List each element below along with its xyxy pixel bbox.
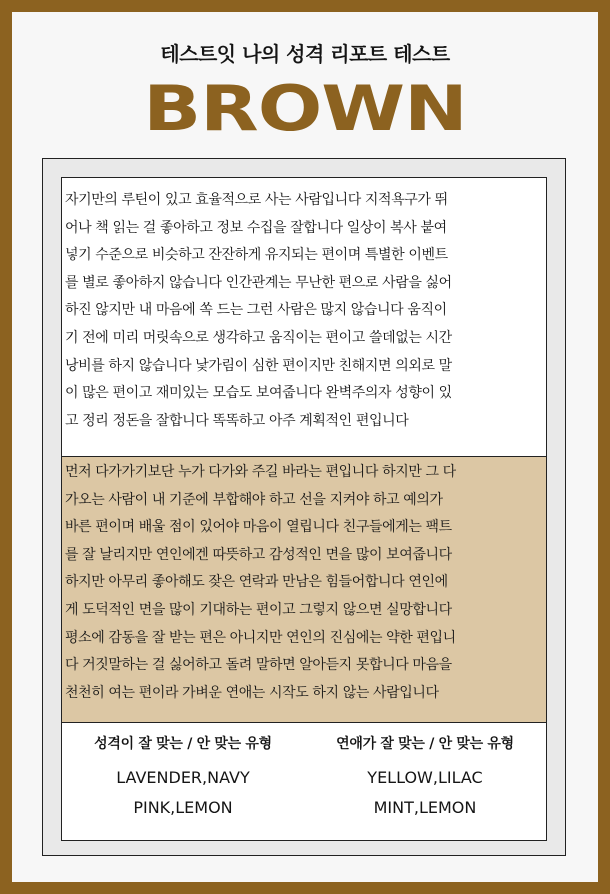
report-subtitle: 테스트잇 나의 성격 리포트 테스트 [160,42,450,66]
personality-bad-match: PINK,LEMON [133,798,233,817]
report-card [12,12,598,882]
personality-match-heading: 성격이 잘 맞는 / 안 맞는 유형 [94,736,272,752]
result-title: BROWN [143,71,467,145]
match-section [62,723,546,823]
personality-good-match: LAVENDER,NAVY [116,768,250,787]
romance-good-match: YELLOW,LILAC [367,768,483,787]
personality-match-column [62,733,304,823]
result-content [61,177,547,841]
personality-description: 자기만의 루틴이 있고 효율적으로 사는 사람입니다 지적욕구가 뛰 어나 책 읽는 걸 좋아하고 정보 수집을 잘합니다 일상이 복사 붙여 넣기 수준으로 비슷하고 잔잔하게 유지되는 편이며 특별한 이벤트 를 별로 좋아하지 않습니다 인간관계는 무난한 편으로 사람을 싫어 하진 않지만 내 마음에 쏙 드는 그런 사람은 많지 않습니다 움직이 기 전에 미리 머릿속으로 생각하고 움직이는 편이고 쓸데없는 시간 낭비를 하지 않습니다 낯가림이 심한 편이지만 친해지면 의외로 말 이 많은 편이고 재미있는 모습도 보여줍니다 완벽주의자 성향이 있 고 정리 정돈을 잘합니다 똑똑하고 아주 계획적인 편입니다 [62,178,546,456]
romance-match-heading: 연애가 잘 맞는 / 안 맞는 유형 [336,736,514,752]
romance-match-column [304,733,546,823]
romance-description: 먼저 다가가기보단 누가 다가와 주길 바라는 편입니다 하지만 그 다 가오는 사람이 내 기준에 부합해야 하고 선을 지켜야 하고 예의가 바른 편이며 배울 점이 있어야 마음이 열립니다 친구들에게는 팩트 를 잘 날리지만 연인에겐 따뜻하고 감성적인 면을 많이 보여줍니다 하지만 아무리 좋아해도 잦은 연락과 만남은 힘들어합니다 연인에 게 도덕적인 면을 많이 기대하는 편이고 그렇지 않으면 실망합니다 평소에 감동을 잘 받는 편은 아니지만 연인의 진심에는 약한 편입니 다 거짓말하는 걸 싫어하고 돌려 말하면 알아듣지 못합니다 마음을 천천히 여는 편이라 가벼운 연애는 시작도 하지 않는 사람입니다 [62,456,546,723]
result-frame [42,158,566,856]
romance-bad-match: MINT,LEMON [373,798,477,817]
